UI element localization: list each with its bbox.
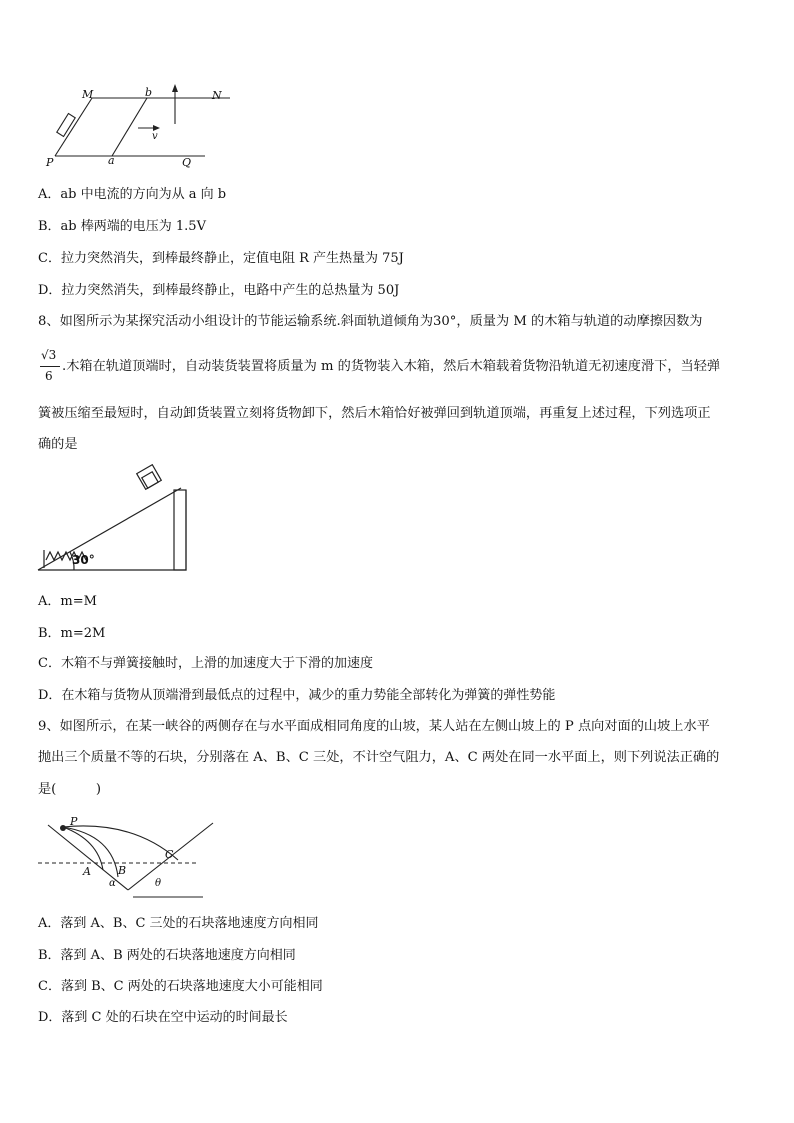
label-Q: Q xyxy=(182,156,192,169)
label-b: b xyxy=(145,86,153,99)
q9-option-c: C．落到 B、C 两处的石块落地速度大小可能相同 xyxy=(38,979,323,994)
q8-frac-denominator: 6 xyxy=(45,369,53,383)
label-M: M xyxy=(82,88,94,101)
rails-circuit-diagram xyxy=(40,86,240,171)
q8-option-b: B．m=2M xyxy=(38,626,106,641)
q9-stem-line3: 是( ) xyxy=(38,782,102,797)
q8-frac-numerator: √3 xyxy=(41,348,57,362)
canyon-label-A: A xyxy=(83,865,91,878)
canyon-projectile-diagram xyxy=(38,815,223,900)
label-v: v xyxy=(152,131,158,142)
canyon-label-theta: θ xyxy=(155,878,162,889)
q7-option-d: D．拉力突然消失，到棒最终静止，电路中产生的总热量为 50J xyxy=(38,283,400,298)
label-P: P xyxy=(46,156,54,169)
q7-option-a: A．ab 中电流的方向为从 a 向 b xyxy=(38,187,227,202)
incline-angle-label: 30° xyxy=(72,553,95,567)
canyon-label-alpha: α xyxy=(109,878,116,889)
q8-stem-line2: .木箱在轨道顶端时，自动装货装置将质量为 m 的货物装入木箱，然后木箱载着货物沿轨道无初速度滑下，当轻弹 xyxy=(62,359,721,374)
q8-option-a: A．m=M xyxy=(38,594,97,609)
q9-option-d: D．落到 C 处的石块在空中运动的时间最长 xyxy=(38,1010,288,1025)
q9-option-a: A．落到 A、B、C 三处的石块落地速度方向相同 xyxy=(38,916,319,931)
incline-spring-diagram xyxy=(36,470,196,575)
canyon-label-P: P xyxy=(70,815,78,828)
label-N: N xyxy=(212,89,222,102)
canyon-label-B: B xyxy=(118,864,127,877)
q8-option-c: C．木箱不与弹簧接触时，上滑的加速度大于下滑的加速度 xyxy=(38,656,373,671)
q8-stem-line3: 簧被压缩至最短时，自动卸货装置立刻将货物卸下，然后木箱恰好被弹回到轨道顶端，再重复上述过程，下列选项正 xyxy=(38,406,711,421)
q9-stem-line2: 抛出三个质量不等的石块，分别落在 A、B、C 三处，不计空气阻力，A、C 两处在同一水平面上，则下列说法正确的 xyxy=(38,750,720,765)
label-a: a xyxy=(108,154,115,167)
q8-frac-bar xyxy=(40,366,60,367)
q7-option-b: B．ab 棒两端的电压为 1.5V xyxy=(38,219,206,234)
q8-option-d: D．在木箱与货物从顶端滑到最低点的过程中，减少的重力势能全部转化为弹簧的弹性势能 xyxy=(38,688,556,703)
q9-option-b: B．落到 A、B 两处的石块落地速度方向相同 xyxy=(38,948,296,963)
q8-stem-line4: 确的是 xyxy=(38,437,78,452)
canyon-label-C: C xyxy=(165,848,174,861)
q7-option-c: C．拉力突然消失，到棒最终静止，定值电阻 R 产生热量为 75J xyxy=(38,251,404,266)
q9-stem-line1: 9、如图所示，在某一峡谷的两侧存在与水平面成相同角度的山坡，某人站在左侧山坡上的 P 点向对面的山坡上水平 xyxy=(38,719,710,734)
q8-stem-line1: 8、如图所示为某探究活动小组设计的节能运输系统.斜面轨道倾角为30°，质量为 M 的木箱与轨道的动摩擦因数为 xyxy=(38,314,703,329)
